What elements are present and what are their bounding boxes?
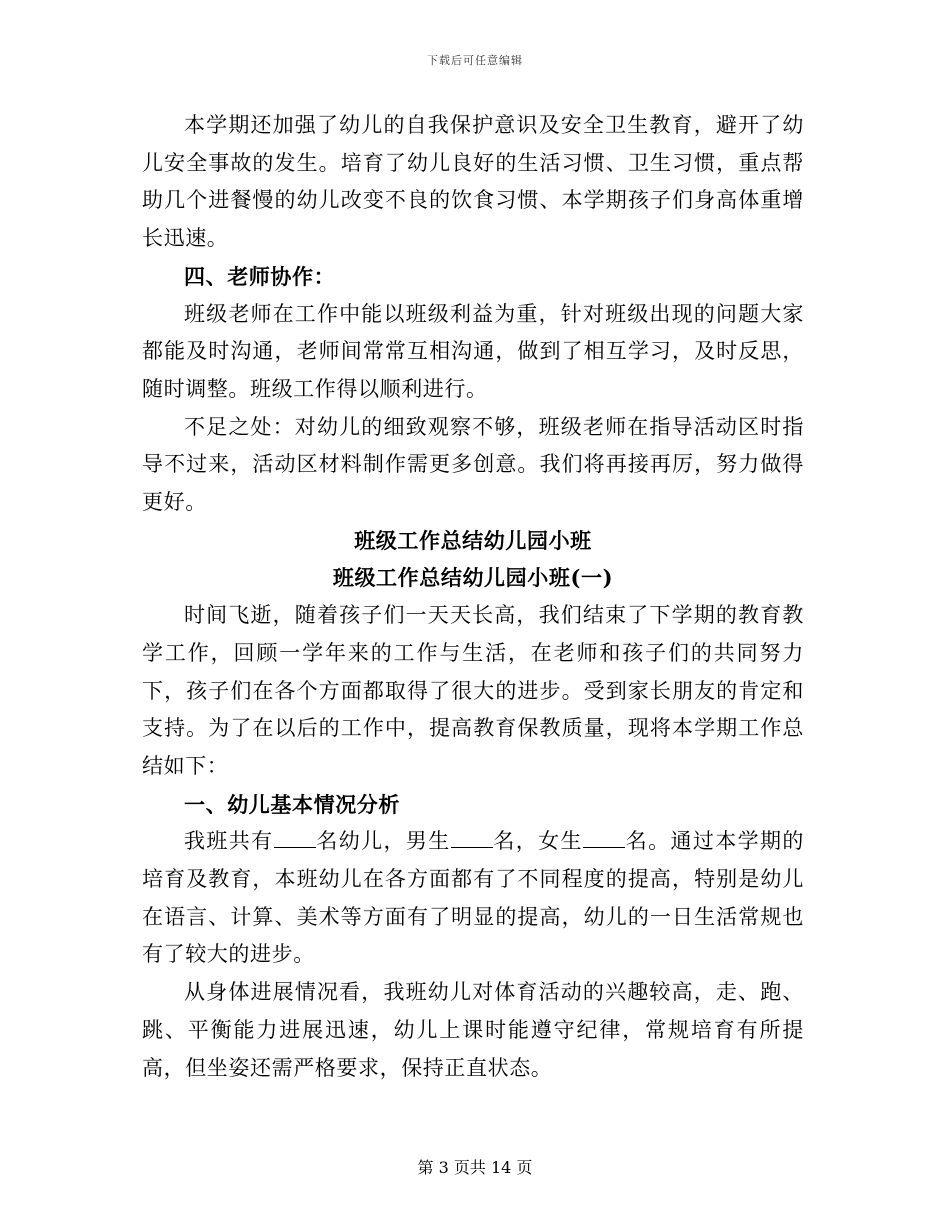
section-heading-basic-situation: 一、幼儿基本情况分析: [184, 791, 400, 817]
class-stats-text-4: 名。通过本学期的培育及教育，本班幼儿在各方面都有了不同程度的提高，特别是幼儿在语言、计算、美术等方面有了明显的提高，幼儿的一日生活常规也有了较大的进步。: [142, 829, 804, 967]
class-stats-text-3: 名，女生: [492, 829, 583, 854]
document-body: [142, 107, 804, 1087]
paragraph-class-stats: [142, 823, 804, 974]
paragraph-introduction: 时间飞逝，随着孩子们一天天长高，我们结束了下学期的教育教学工作，回顾一学年来的工作与生活，在老师和孩子们的共同努力下，孩子们在各个方面都取得了很大的进步。受到家长朋友的肯定和支持。为了在以后的工作中，提高教育保教质量，现将本学期工作总结如下：: [142, 603, 804, 778]
section-heading-teacher-cooperation: 四、老师协作：: [184, 263, 336, 289]
document-subtitle: 班级工作总结幼儿园小班(一): [332, 565, 614, 591]
class-stats-text-1: 我班共有: [184, 829, 274, 854]
paragraph-shortcomings: 不足之处：对幼儿的细致观察不够，班级老师在指导活动区时指导不过来，活动区材料制作需更多创意。我们将再接再厉，努力做得更好。: [142, 414, 804, 515]
page-number: 第 3 页共 14 页: [417, 1158, 533, 1177]
paragraph-physical-development: 从身体进展情况看，我班幼儿对体育活动的兴趣较高，走、跑、跳、平衡能力进展迅速，幼儿上课时能遵守纪律，常规培育有所提高，但坐姿还需严格要求，保持正直状态。: [142, 980, 804, 1080]
blank-total-children: [274, 847, 316, 848]
paragraph-teacher-cooperation: 班级老师在工作中能以班级利益为重，针对班级出现的问题大家都能及时沟通，老师间常常互相沟通，做到了相互学习，及时反思，随时调整。班级工作得以顺利进行。: [142, 301, 804, 401]
blank-girls: [583, 847, 625, 848]
paragraph-safety-education: 本学期还加强了幼儿的自我保护意识及安全卫生教育，避开了幼儿安全事故的发生。培育了幼儿良好的生活习惯、卫生习惯，重点帮助几个进餐慢的幼儿改变不良的饮食习惯、本学期孩子们身高体重增长迅速。: [142, 113, 804, 251]
class-stats-text-2: 名幼儿，男生: [315, 829, 451, 854]
document-title: 班级工作总结幼儿园小班: [354, 527, 592, 553]
header-note: 下载后可任意编辑: [427, 54, 523, 67]
blank-boys: [451, 847, 493, 848]
